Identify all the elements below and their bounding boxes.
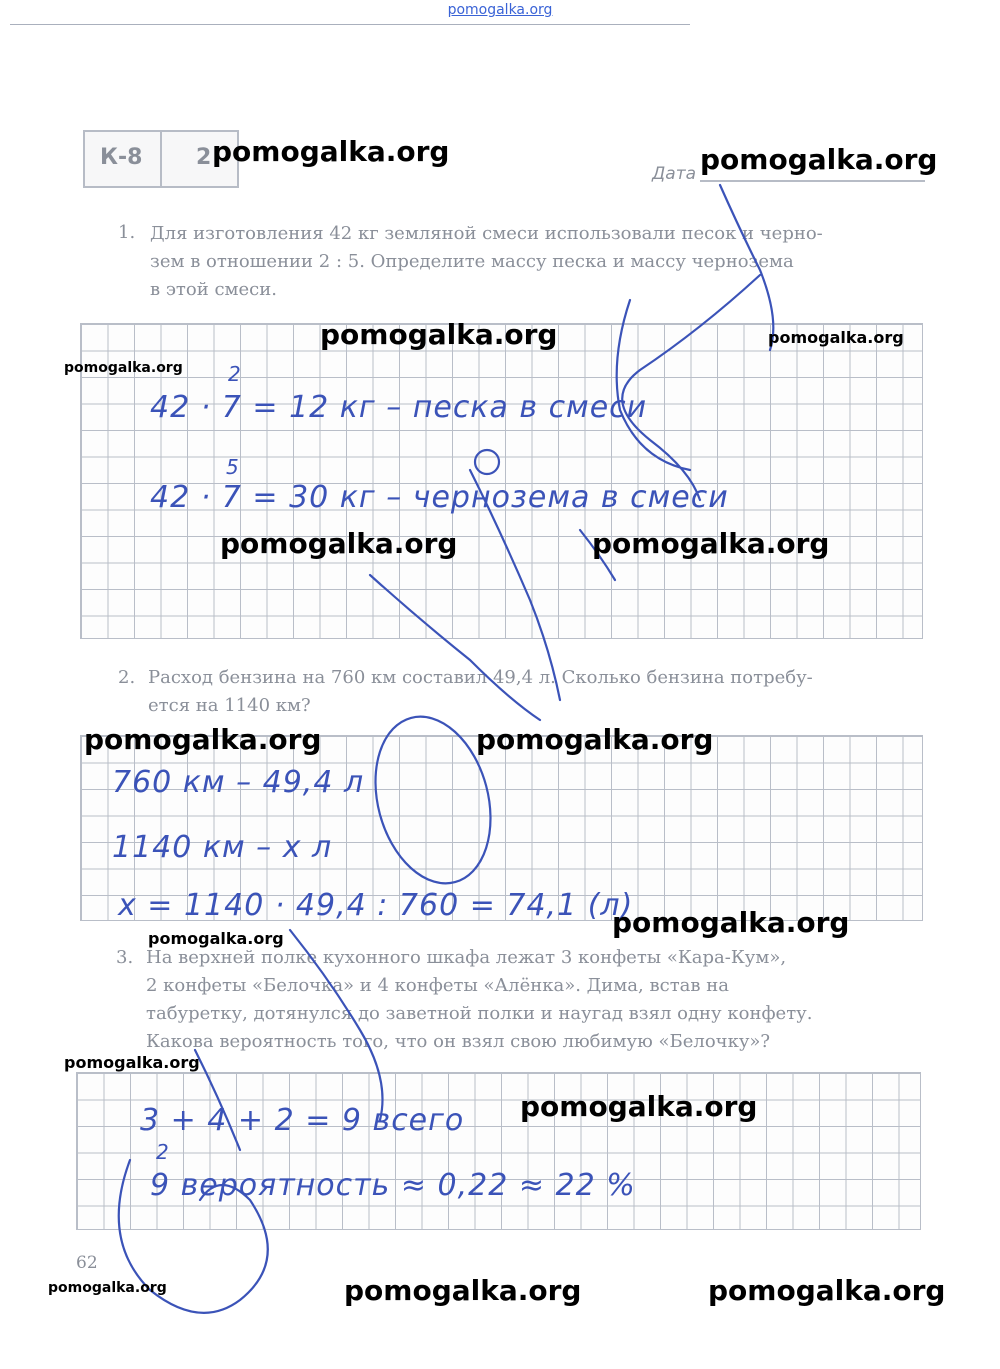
task-1-answer-2-fraction-numerator: 5 <box>226 455 239 479</box>
task-2-answer-line-3: x = 1140 · 49,4 : 760 = 74,1 (л) <box>118 888 634 923</box>
task-3-answer-2-fraction-numerator: 2 <box>156 1140 169 1164</box>
watermark: pomogalka.org <box>592 527 830 560</box>
check-stroke-4 <box>470 470 560 700</box>
watermark: pomogalka.org <box>148 929 284 948</box>
task-3-answer-line-2: 9 вероятность ≈ 0,22 ≈ 22 % <box>150 1168 636 1203</box>
site-link[interactable]: pomogalka.org <box>447 2 553 18</box>
task-3-line-4: Какова вероятность того, что он взял свою любимую «Белочку»? <box>146 1031 771 1052</box>
task-3-line-1: На верхней полке кухонного шкафа лежат 3 конфеты «Кара-Кум», <box>146 947 787 968</box>
badge-label: К-8 <box>100 145 143 170</box>
task-1-answer-line-2: 42 · 7 = 30 кг – чернозема в смеси <box>150 480 729 515</box>
task-1-number: 1. <box>118 222 136 243</box>
check-circle-2 <box>475 450 499 474</box>
watermark: pomogalka.org <box>768 328 904 347</box>
page-number: 62 <box>76 1253 98 1273</box>
watermark: pomogalka.org <box>520 1090 758 1123</box>
task-1-line-2: зем в отношении 2 : 5. Определите массу песка и массу чернозема <box>150 251 794 272</box>
task-1-answer-line-1: 42 · 7 = 12 кг – песка в смеси <box>150 390 648 425</box>
watermark: pomogalka.org <box>708 1274 946 1307</box>
watermark: pomogalka.org <box>612 906 850 939</box>
task-2-answer-line-1: 760 км – 49,4 л <box>112 765 365 800</box>
check-stroke-5 <box>370 575 540 720</box>
date-label: Дата <box>652 164 697 184</box>
task-1-answer-1-fraction-numerator: 2 <box>228 362 241 386</box>
check-stroke-2 <box>622 275 760 500</box>
watermark: pomogalka.org <box>64 360 183 376</box>
task-3-number: 3. <box>116 947 134 968</box>
task-1-line-1: Для изготовления 42 кг земляной смеси использовали песок и черно- <box>150 223 823 244</box>
check-stroke-9 <box>195 1050 240 1150</box>
watermark: pomogalka.org <box>64 1053 200 1072</box>
watermark: pomogalka.org <box>48 1280 167 1296</box>
task-2-line-2: ется на 1140 км? <box>148 695 311 716</box>
task-3-line-3: табуретку, дотянулся до заветной полки и наугад взял одну конфету. <box>146 1003 813 1024</box>
task-2-answer-line-2: 1140 км – x л <box>112 830 333 865</box>
watermark: pomogalka.org <box>344 1274 582 1307</box>
task-1-line-3: в этой смеси. <box>150 279 277 300</box>
check-stroke-3 <box>617 300 690 470</box>
check-stroke-7 <box>290 930 383 1120</box>
badge-variant-number: 2 <box>196 145 212 170</box>
task-3-answer-line-1: 3 + 4 + 2 = 9 всего <box>140 1103 465 1138</box>
check-stroke-1 <box>720 185 773 350</box>
watermark: pomogalka.org <box>700 143 938 176</box>
watermark: pomogalka.org <box>320 318 558 351</box>
watermark: pomogalka.org <box>84 723 322 756</box>
watermark: pomogalka.org <box>212 135 450 168</box>
task-3-line-2: 2 конфеты «Белочка» и 4 конфеты «Алёнка». Дима, встав на <box>146 975 729 996</box>
watermark: pomogalka.org <box>220 527 458 560</box>
task-2-line-1: Расход бензина на 760 км составил 49,4 л. Сколько бензина потребу- <box>148 667 813 688</box>
watermark: pomogalka.org <box>476 723 714 756</box>
task-2-number: 2. <box>118 667 136 688</box>
